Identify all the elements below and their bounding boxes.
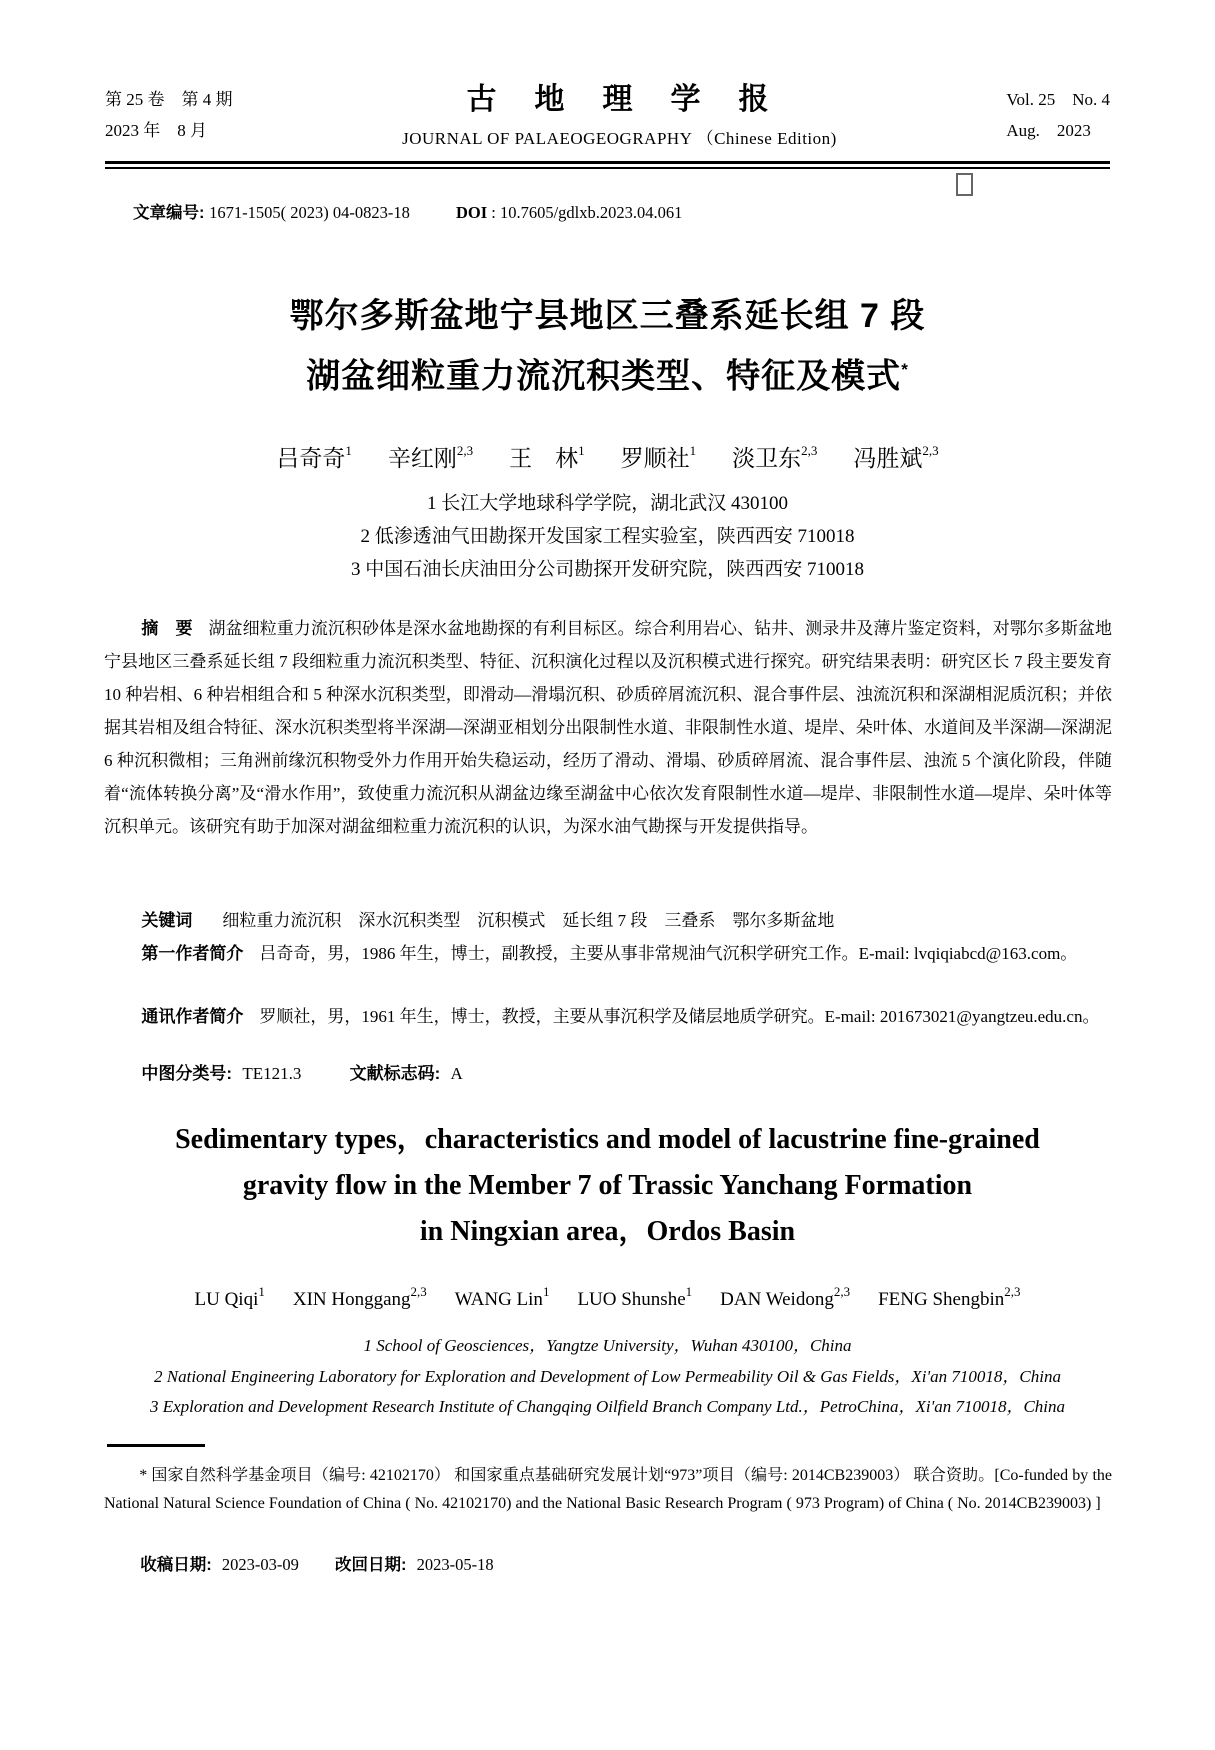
paper-title-cn [0, 290, 1215, 403]
footnote-rule [107, 1444, 205, 1447]
title-footnote-star: * [901, 360, 909, 379]
journal-vol-en [1006, 84, 1110, 146]
author-list-en [0, 1283, 1215, 1311]
affiliation-cn-1: 1 长江大学地球科学学院，湖北武汉 430100 [426, 493, 788, 514]
journal-header [105, 84, 1110, 149]
abstract-label: 摘 要 [141, 619, 193, 638]
document-code-label: 文献标志码: [349, 1064, 441, 1083]
paper-title-en-line1: Sedimentary types，characteristics and model of lacustrine fine-grained [175, 1124, 1040, 1155]
doi-label: DOI [455, 203, 488, 222]
author-cn: 王 林$^1$ [509, 443, 585, 471]
clc-label: 中图分类号: [141, 1064, 233, 1083]
journal-issue-cn [105, 84, 233, 146]
doi-value: : 10.7605/gdlxb.2023.04.061 [491, 203, 683, 222]
paper-title-cn-line1: 鄂尔多斯盆地宁县地区三叠系延长组 7 段 [289, 297, 926, 335]
author-en: XIN Honggang$^{2,3}$ [292, 1283, 427, 1310]
funding-footnote: * 国家自然科学基金项目（编号: 42102170） 和国家重点基础研究发展计划“973”项目（编号: 2014CB239003） 联合资助。[Co-funded by the National Natural Science Foundation of China ( No. 42102170) and the National Basic Research Program ( 973 Program) of China ( No. 2014CB239003) ] [104, 1467, 1112, 1512]
author-cn: 罗顺社$^1$ [620, 443, 697, 471]
affiliation-en-1: 1 School of Geosciences，Yangtze University，Wuhan 430100，China [363, 1336, 852, 1355]
first-author-bio-text: 吕奇奇，男，1986 年生，博士，副教授，主要从事非常规油气沉积学研究工作。E-mail: lvqiqiabcd@163.com。 [259, 944, 1078, 963]
affiliation-list-en [0, 1331, 1215, 1423]
author-en: FENG Shengbin$^{2,3}$ [878, 1283, 1021, 1310]
affiliation-list-cn [0, 487, 1215, 586]
osid-box [956, 173, 973, 196]
paper-title-en [0, 1117, 1215, 1255]
clc-number: TE121.3 [242, 1064, 302, 1083]
paper-title-en-line2: gravity flow in the Member 7 of Trassic Yanchang Formation [242, 1170, 973, 1201]
article-meta-line [133, 199, 682, 223]
article-number: 1671-1505( 2023) 04-0823-18 [209, 203, 410, 222]
journal-issue-line1: 第 25 卷 第 4 期 [105, 90, 233, 109]
affiliation-cn-2: 2 低渗透油气田勘探开发国家工程实验室，陕西西安 710018 [360, 526, 855, 547]
received-date-label: 收稿日期: [140, 1556, 212, 1574]
first-author-bio [104, 937, 1112, 970]
classification-line [104, 1057, 1112, 1090]
author-en: LUO Shunshe$^1$ [577, 1283, 693, 1310]
revised-date-label: 改回日期: [335, 1556, 407, 1574]
author-cn: 冯胜斌$^{2,3}$ [853, 443, 939, 471]
dates-line [104, 1551, 1112, 1575]
header-double-rule [105, 161, 1110, 169]
abstract-text: 湖盆细粒重力流沉积砂体是深水盆地勘探的有利目标区。综合利用岩心、钻井、测录井及薄片鉴定资料，对鄂尔多斯盆地宁县地区三叠系延长组 7 段细粒重力流沉积类型、特征、沉积演化过程以及沉积模式进行探究。研究结果表明：研究区长 7 段主要发育 10 种岩相、6 种岩相组合和 5 种深水沉积类型，即滑动—滑塌沉积、砂质碎屑流沉积、混合事件层、浊流沉积和深湖相泥质沉积；并依据其岩相及组合特征、深水沉积类型将半深湖—深湖亚相划分出限制性水道、非限制性水道、堤岸、朵叶体、水道间及半深湖—深湖泥 6 种沉积微相；三角洲前缘沉积物受外力作用开始失稳运动，经历了滑动、滑塌、砂质碎屑流、混合事件层、浊流 5 个演化阶段，伴随着“流体转换分离”及“滑水作用”，致使重力流沉积从湖盆边缘至湖盆中心依次发育限制性水道—堤岸、非限制性水道—堤岸、朵叶体等沉积单元。该研究有助于加深对湖盆细粒重力流沉积的认识，为深水油气勘探与开发提供指导。 [104, 619, 1113, 836]
journal-title-en: JOURNAL OF PALAEOGEOGRAPHY （Chinese Edition) [402, 129, 837, 148]
corresponding-author-bio-label: 通讯作者简介 [141, 1007, 244, 1026]
affiliation-cn-3: 3 中国石油长庆油田分公司勘探开发研究院，陕西西安 710018 [350, 559, 864, 580]
journal-title-cn: 古 地 理 学 报 [466, 83, 773, 116]
author-cn: 淡卫东$^{2,3}$ [732, 443, 818, 471]
author-en: LU Qiqi$^1$ [194, 1283, 265, 1310]
journal-issue-line2: 2023 年 8 月 [105, 121, 207, 140]
abstract [104, 612, 1112, 843]
paper-title-cn-line2: 湖盆细粒重力流沉积类型、特征及模式* [306, 357, 909, 396]
author-list-cn [0, 440, 1215, 473]
journal-vol-line2: Aug. 2023 [1006, 121, 1091, 140]
document-code: A [450, 1064, 463, 1083]
paper-title-en-line3: in Ningxian area，Ordos Basin [419, 1216, 796, 1247]
revised-date: 2023-05-18 [416, 1555, 494, 1574]
corresponding-author-bio-text: 罗顺社，男，1961 年生，博士，教授，主要从事沉积学及储层地质学研究。E-mail: 201673021@yangtzeu.edu.cn。 [259, 1007, 1100, 1026]
keywords-line [104, 904, 1112, 937]
author-cn: 吕奇奇$^1$ [276, 443, 352, 471]
journal-vol-line1: Vol. 25 No. 4 [1006, 90, 1110, 109]
keywords-label: 关键词 [141, 911, 193, 930]
author-en: WANG Lin$^1$ [454, 1283, 550, 1310]
journal-masthead [233, 84, 1007, 149]
affiliation-en-3: 3 Exploration and Development Research Institute of Changqing Oilfield Branch Company Ltd.，PetroChina，Xi'an 710018，China [149, 1397, 1066, 1416]
article-number-label: 文章编号: [133, 204, 210, 222]
corresponding-author-bio [104, 1000, 1112, 1033]
affiliation-en-2: 2 National Engineering Laboratory for Exploration and Development of Low Permeability Oil & Gas Fields，Xi'an 710018，China [154, 1366, 1061, 1386]
author-en: DAN Weidong$^{2,3}$ [720, 1283, 851, 1310]
author-cn: 辛红刚$^{2,3}$ [387, 443, 474, 471]
keywords-text: 细粒重力流沉积 深水沉积类型 沉积模式 延长组 7 段 三叠系 鄂尔多斯盆地 [222, 911, 835, 930]
received-date: 2023-03-09 [221, 1555, 299, 1574]
first-author-bio-label: 第一作者简介 [141, 944, 244, 963]
